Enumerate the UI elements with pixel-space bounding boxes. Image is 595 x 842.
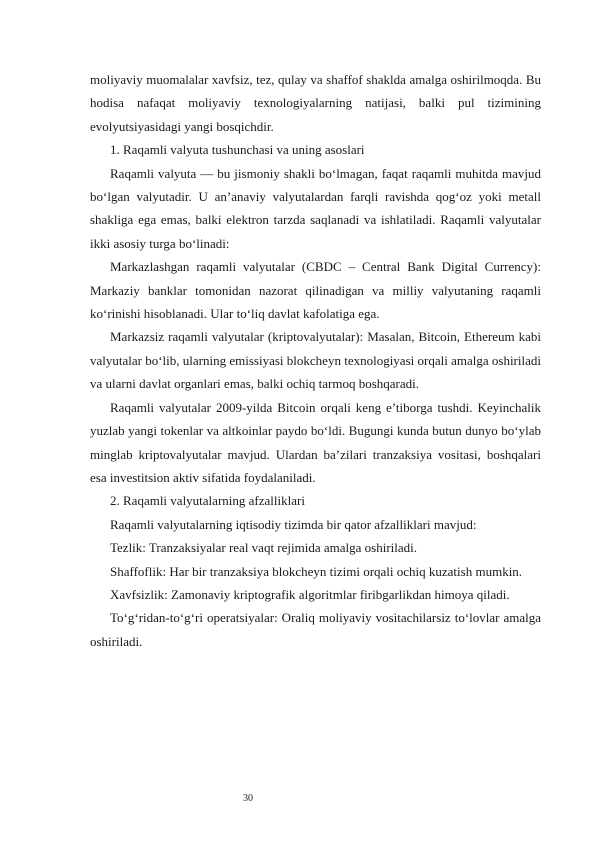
paragraph-advantages-intro: Raqamli valyutalarning iqtisodiy tizimda bir qator afzalliklari mavjud: <box>110 516 477 532</box>
page-number: 30 <box>243 793 253 804</box>
paragraph-cbdc: Markazlashgan raqamli valyutalar (CBDC – Central Bank Digital Currency): Markaziy banklar tomonidan nazorat qilinadigan va milliy valyutaning raqamli ko‘rinishi hisoblanadi. Ular to‘liq davlat kafolatiga ega. <box>90 259 541 322</box>
paragraph-speed: Tezlik: Tranzaksiyalar real vaqt rejimida amalga oshiriladi. <box>110 540 418 556</box>
paragraph-security: Xavfsizlik: Zamonaviy kriptografik algoritmlar firibgarlikdan himoya qiladi. <box>110 586 510 602</box>
section-heading-1: 1. Raqamli valyuta tushunchasi va uning asoslari <box>110 142 365 158</box>
paragraph-direct-operations: To‘g‘ridan-to‘g‘ri operatsiyalar: Oraliq moliyaviy vositachilarsiz to‘lovlar amalga oshiriladi. <box>90 610 541 649</box>
paragraph-history: Raqamli valyutalar 2009-yilda Bitcoin orqali keng e’tiborga tushdi. Keyinchalik yuzlab yangi tokenlar va altkoinlar paydo bo‘ldi. Bugungi kunda butun dunyo bo‘ylab minglab kriptovalyutalar mavjud. Ulardan ba’zilari tranzaksiya vositasi, boshqalari esa investitsion aktiv sifatida foydalaniladi. <box>90 399 541 485</box>
paragraph-crypto: Markazsiz raqamli valyutalar (kriptovalyutalar): Masalan, Bitcoin, Ethereum kabi valyutalar bo‘lib, ularning emissiyasi blokcheyn texnologiyasi orqali amalga oshiriladi va ularni davlat organlari emas, balki ochiq tarmoq boshqaradi. <box>90 329 541 392</box>
paragraph-definition: Raqamli valyuta — bu jismoniy shakli bo‘lmagan, faqat raqamli muhitda mavjud bo‘lgan valyutadir. U an’anaviy valyutalardan farqli ravishda qog‘oz yoki metall shakliga ega emas, balki elektron tarzda saqlanadi va ishlatiladi. Raqamli valyutalar ikki asosiy turga bo‘linadi: <box>90 165 541 251</box>
document-body <box>90 68 541 653</box>
paragraph-continuation: moliyaviy muomalalar xavfsiz, tez, qulay va shaffof shaklda amalga oshirilmoqda. Bu hodisa nafaqat moliyaviy texnologiyalarning natijasi, balki pul tizimining evolyutsiyasidagi yangi bosqichdir. <box>90 72 541 134</box>
section-heading-2: 2. Raqamli valyutalarning afzalliklari <box>110 493 305 509</box>
paragraph-transparency: Shaffoflik: Har bir tranzaksiya blokcheyn tizimi orqali ochiq kuzatish mumkin. <box>110 563 523 579</box>
